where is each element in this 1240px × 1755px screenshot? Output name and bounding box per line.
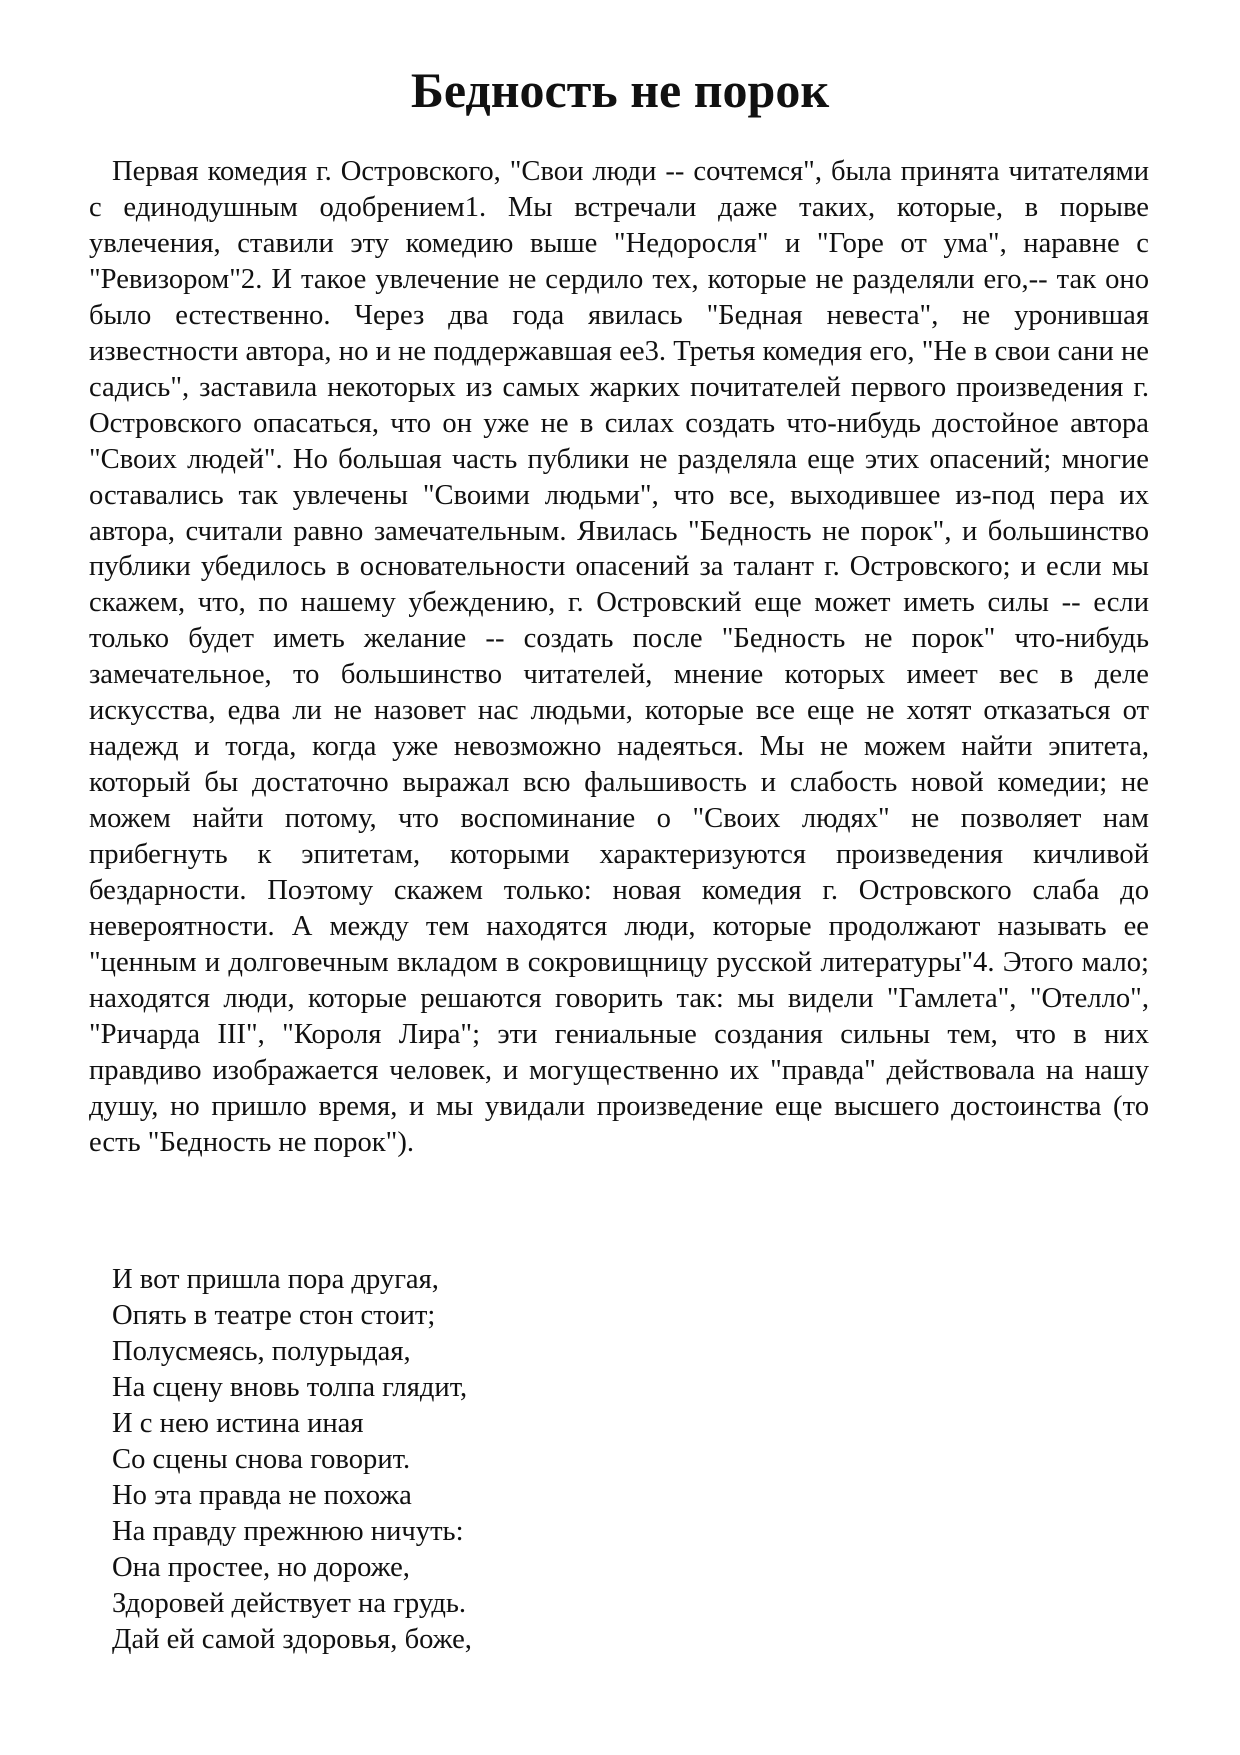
poem-stanza (112, 1262, 472, 1657)
poem-line: Дай ей самой здоровья, боже, (112, 1623, 472, 1655)
poem-line: Она простее, но дороже, (112, 1551, 410, 1583)
poem-line: Со сцены снова говорит. (112, 1443, 411, 1475)
poem-line: На сцену вновь толпа глядит, (112, 1371, 468, 1403)
poem-line: На правду прежнюю ничуть: (112, 1515, 464, 1547)
poem-line: И вот пришла пора другая, (112, 1264, 439, 1295)
poem-line: Здоровей действует на грудь. (112, 1587, 467, 1619)
body-paragraph: Первая комедия г. Островского, "Свои люди -- сочтемся", была принята читателями с единодушным одобрением1. Мы встречали даже таких, которые, в порыве увлечения, ставили эту комедию выше "Недоросля" и "Горе от ума", наравне с "Ревизором"2. И такое увлечение не сердило тех, которые не разделяли его,-- так оно было естественно. Через два года явилась "Бедная невеста", не уронившая известности автора, но и не поддержавшая ее3. Третья комедия его, "Не в свои сани не садись", заставила некоторых из самых жарких почитателей первого произведения г. Островского опасаться, что он уже не в силах создать что-нибудь достойное автора "Своих людей". Но большая часть публики не разделяла еще этих опасений; многие оставались так увлечены "Своими людьми", что все, выходившее из-под пера их автора, считали равно замечательным. Явилась "Бедность не порок", и большинство публики убедилось в основательности опасений за талант г. Островского; и если мы скажем, что, по нашему убеждению, г. Островский еще может иметь силы -- если только будет иметь желание -- создать после "Бедность не порок" что-нибудь замечательное, то большинство читателей, мнение которых имеет вес в деле искусства, едва ли не назовет нас людьми, которые все еще не хотят отказаться от надежд и тогда, когда уже невозможно надеяться. Мы не можем найти эпитета, который бы достаточно выражал всю фальшивость и слабость новой комедии; не можем найти потому, что воспоминание о "Своих людях" не позволяет нам прибегнуть к эпитетам, которыми характеризуются произведения кичливой бездарности. Поэтому скажем только: новая комедия г. Островского слаба до невероятности. А между тем находятся люди, которые продолжают называть ее "ценным и долговечным вкладом в сокровищницу русской литературы"4. Этого мало; находятся люди, которые решаются говорить так: мы видели "Гамлета", "Отелло", "Ричарда III", "Короля Лира"; эти гениальные создания сильны тем, что в них правдиво изображается человек, и могущественно их "правда" действовала на нашу душу, но пришло время, и мы увидали произведение еще высшего достоинства (то есть "Бедность не порок"). (89, 156, 1149, 1158)
document-title: Бедность не порок (410, 62, 830, 118)
poem-line: Полусмеясь, полурыдая, (112, 1335, 411, 1367)
poem-line: Но эта правда не похожа (112, 1479, 412, 1511)
poem-line: Опять в театре стон стоит; (112, 1299, 436, 1331)
poem-line: И с нею истина иная (112, 1407, 364, 1439)
